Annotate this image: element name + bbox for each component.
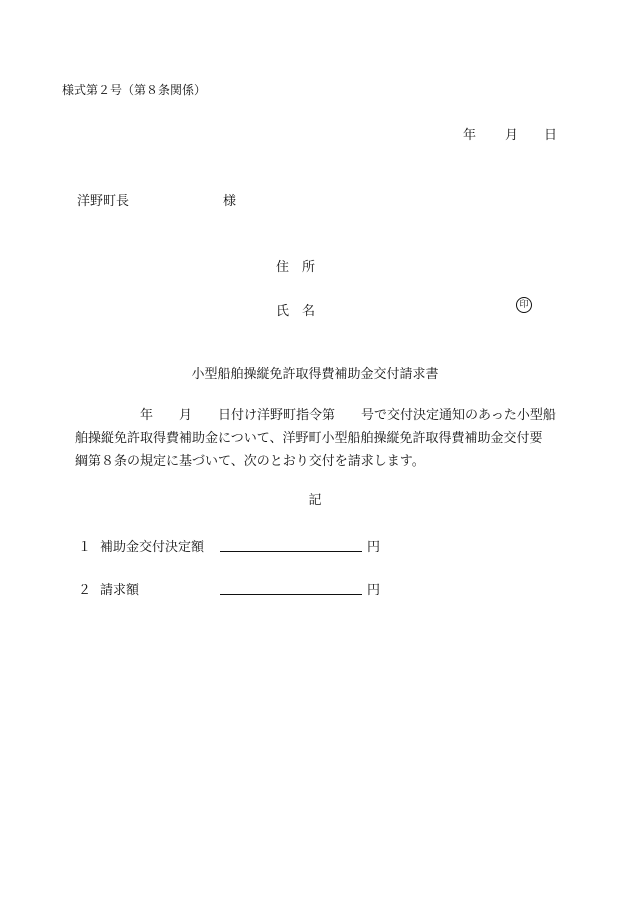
amount-blank-line [220,536,362,552]
item-row-requested-amount [0,579,630,599]
name-label: 氏 名 [276,304,316,319]
item-number: ２ [78,583,92,598]
item-label: 補助金交付決定額 [100,540,205,555]
seal-mark-icon: 印 [516,297,532,313]
address-label: 住 所 [276,260,316,275]
date-day-label: 日 [544,128,558,143]
date-month-label: 月 [505,128,519,143]
request-body [75,404,570,473]
body-line-2: 舶操縦免許取得費補助金について、洋野町小型船舶操縦免許取得費補助金交付要 [75,431,543,446]
form-number: 様式第２号（第８条関係） [62,83,207,97]
amount-blank-line [220,579,362,595]
item-label: 請求額 [100,583,140,598]
recipient-honorific: 様 [223,194,237,209]
body-line-1: 年 月 日付け洋野町指令第 号で交付決定通知のあった小型船 [75,408,556,423]
yen-unit: 円 [367,583,381,598]
item-number: １ [78,540,92,555]
document-title: 小型船舶操縦免許取得費補助金交付請求書 [191,367,439,382]
item-row-decided-amount [0,536,630,556]
date-year-label: 年 [463,128,477,143]
ki-heading: 記 [308,493,322,508]
body-line-3: 綱第８条の規定に基づいて、次のとおり交付を請求します。 [75,454,425,469]
yen-unit: 円 [367,540,381,555]
recipient-name: 洋野町長 [77,194,130,209]
